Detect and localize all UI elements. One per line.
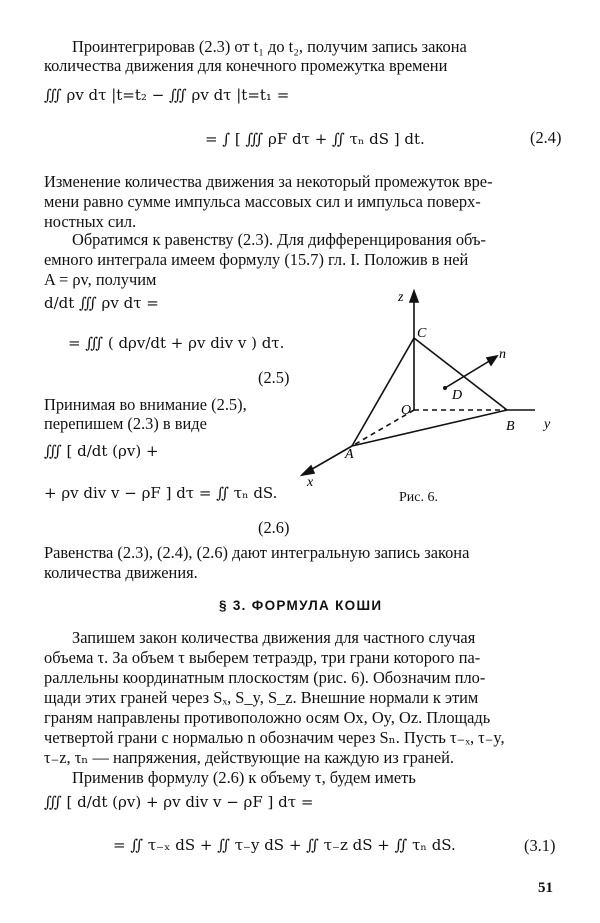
para1-line1: Проинтегрировав (2.3) от t₁ до t₂, получим запись закона: [72, 37, 467, 56]
point-D: [443, 386, 447, 390]
label-O: O: [401, 403, 412, 418]
para6-line1: Запишем закон количества движения для частного случая: [72, 628, 476, 647]
para6-line3: раллельны координатным плоскостям (рис. 6). Обозначим пло-: [44, 668, 486, 687]
para6-line6: четвертой грани с нормалью n обозначим через Sₙ. Пусть τ₋ₓ, τ₋y,: [44, 728, 505, 747]
label-z: z: [398, 290, 404, 305]
para6-line2: объема τ. За объем τ выберем тетраэдр, три грани которого па-: [44, 648, 481, 667]
label-C: C: [417, 326, 427, 341]
label-A: A: [345, 447, 354, 462]
equation-3-1-number: (3.1): [524, 836, 556, 855]
para2-line2: мени равно сумме импульса массовых сил и импульса поверх-: [44, 192, 481, 211]
normal-arrow-icon: [487, 356, 497, 365]
z-axis-arrow-icon: [410, 291, 418, 302]
edge-AB: [352, 410, 507, 446]
para2-line1: Изменение количества движения за некоторый промежуток вре-: [44, 172, 493, 191]
equation-3-1-line1: ∭ [ d/dt (ρv) + ρv div v − ρF ] dτ =: [44, 793, 314, 811]
figure-tetrahedron: [295, 285, 565, 490]
edge-CA: [352, 338, 414, 446]
label-y: y: [544, 417, 551, 432]
normal-vector: [445, 360, 491, 388]
equation-2-4-number: (2.4): [530, 128, 562, 147]
para6-line7: τ₋z, τₙ — напряжения, действующие на каждую из граней.: [44, 748, 454, 767]
para3-line3: A = ρv, получим: [44, 270, 157, 289]
para3-line2: емного интеграла имеем формулу (15.7) гл. I. Положив в ней: [44, 250, 469, 269]
equation-2-5-number: (2.5): [258, 368, 290, 387]
para1-line2: количества движения для конечного промежутка времени: [44, 56, 448, 75]
label-B: B: [506, 419, 515, 434]
equation-3-1-line2: = ∬ τ₋ₓ dS + ∬ τ₋y dS + ∬ τ₋z dS + ∬ τₙ dS.: [113, 836, 456, 854]
equation-2-6-line2: + ρv div v − ρF ] dτ = ∬ τₙ dS.: [44, 484, 278, 502]
page-number: 51: [538, 880, 553, 896]
para5-line2: количества движения.: [44, 563, 198, 582]
equation-2-6-line1: ∭ [ d/dt (ρv) +: [44, 442, 159, 460]
x-axis-arrow-icon: [302, 466, 314, 475]
para5-line1: Равенства (2.3), (2.4), (2.6) дают интегральную запись закона: [44, 543, 470, 562]
section-heading: § 3. ФОРМУЛА КОШИ: [219, 598, 383, 613]
para2-line3: ностных сил.: [44, 212, 137, 231]
equation-2-5-line2: = ∭ ( dρv/dt + ρv div v ) dτ.: [68, 334, 285, 352]
para7-line1: Применив формулу (2.6) к объему τ, будем иметь: [72, 768, 416, 787]
equation-2-5-line1: d/dt ∭ ρv dτ =: [44, 294, 159, 312]
para4-line1: Принимая во внимание (2.5),: [44, 395, 247, 414]
para4-line2: перепишем (2.3) в виде: [44, 414, 207, 433]
para3-line1: Обратимся к равенству (2.3). Для дифференцирования объ-: [72, 230, 486, 249]
equation-2-6-number: (2.6): [258, 518, 290, 537]
para6-line5: граням направлены противоположно осям Ox, Oy, Oz. Площадь: [44, 708, 491, 727]
label-x: x: [307, 475, 314, 490]
equation-2-4-line2: = ∫ [ ∭ ρF dτ + ∬ τₙ dS ] dt.: [205, 130, 425, 148]
label-n: n: [499, 347, 506, 362]
equation-2-4-line1: ∭ ρv dτ |t=t₂ − ∭ ρv dτ |t=t₁ =: [44, 86, 290, 104]
figure-caption: Рис. 6.: [399, 490, 438, 505]
label-D: D: [452, 388, 463, 403]
para6-line4: щади этих граней через Sₓ, S_y, S_z. Внешние нормали к этим: [44, 688, 479, 707]
